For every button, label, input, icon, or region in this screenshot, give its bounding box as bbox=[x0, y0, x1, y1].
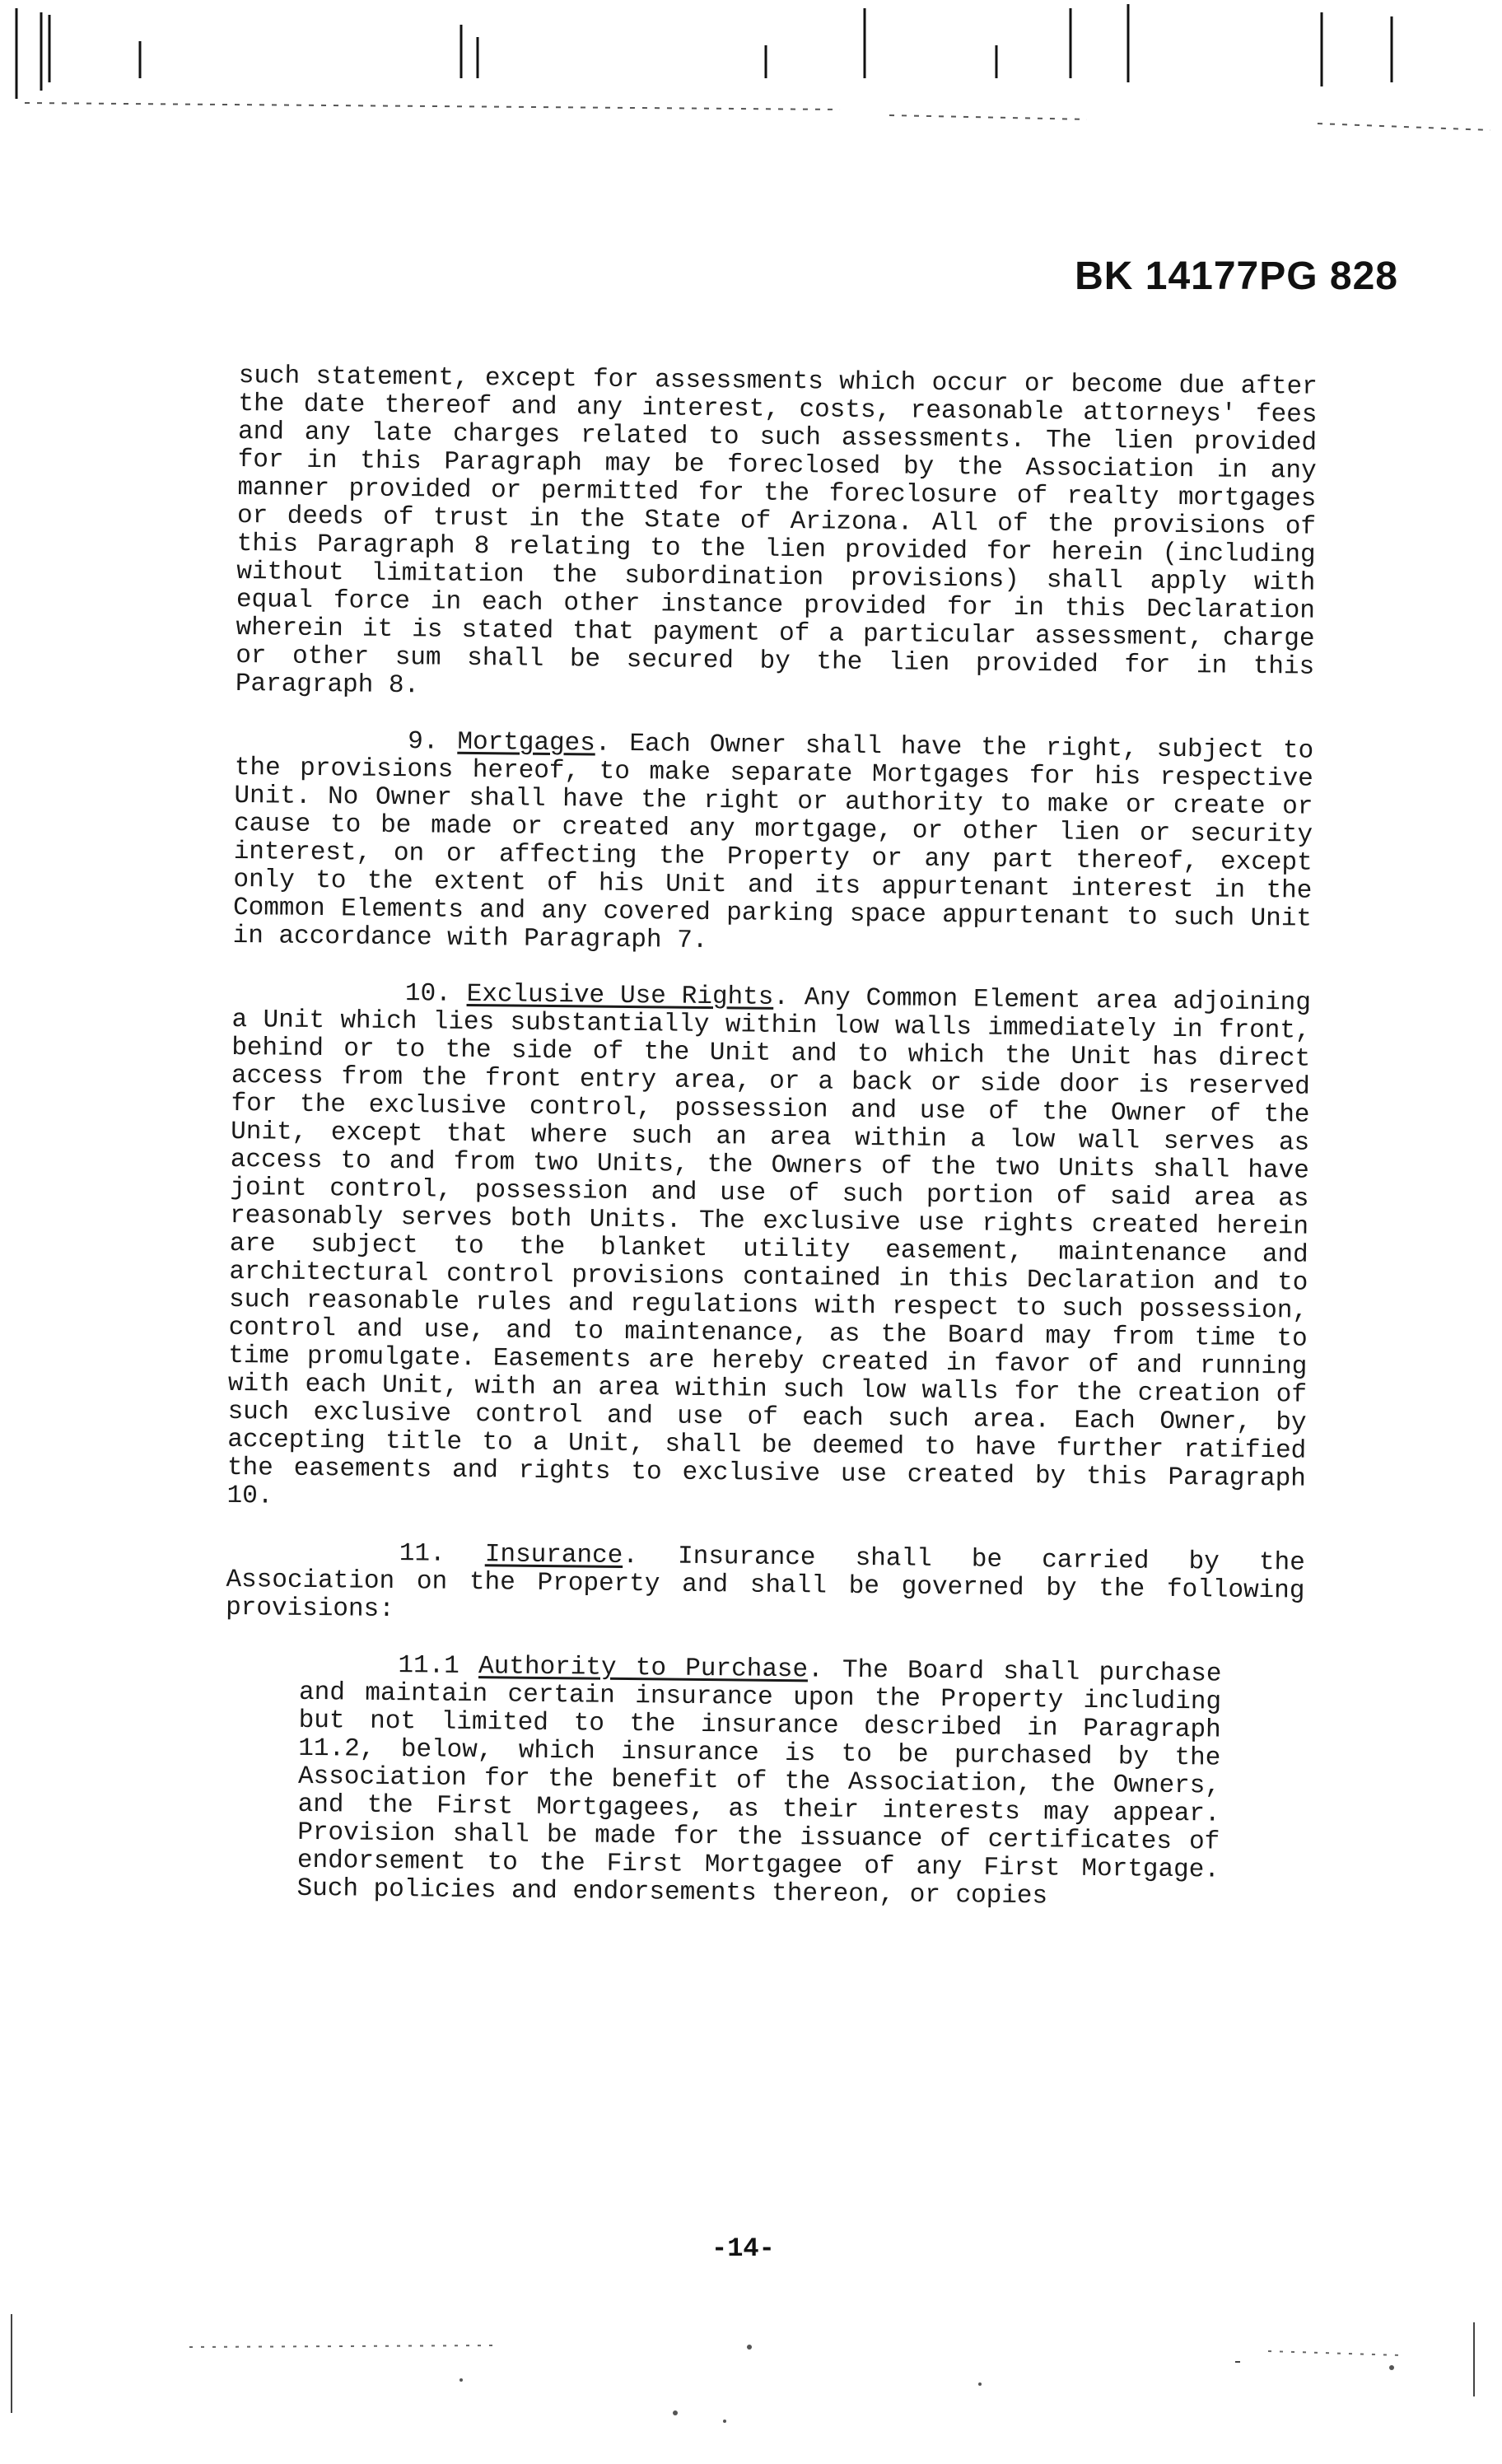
paragraph-text: such statement, except for assessments which occur or become due after the date thereof and any interest, costs, reasonable attorneys' fees and any late charges related to such assessments. The lien provided for in this Paragraph may be foreclosed by the Association in any manner provided or permitted for the foreclosure of realty mortgages or deeds of trust in the State of Arizona. All of the provisions of this Paragraph 8 relating to the lien provided for herein (including without limitation the subordination provisions) shall apply with equal force in each other instance provided for in this Declaration wherein it is stated that payment of a particular assessment, charge or other sum shall be secured by the lien provided for in this Paragraph 8. bbox=[235, 362, 1318, 701]
document-body bbox=[222, 362, 1318, 1942]
page-number: -14- bbox=[711, 2233, 775, 2264]
paragraph-number: 11.1 bbox=[398, 1651, 460, 1681]
paragraph-11-1-authority-to-purchase: 11.1 Authority to Purchase. The Board shall purchase and maintain certain insurance upon the Property including but not limited to the insurance described in Paragraph 11.2, below, which insurance is to be purchased by the Association for the benefit of the Association, the Owners, and the First Mortgagees, as their interests may appear. Provision shall be made for the issuance of certificates of endorsement to the First Mortgagee of any First Mortgage. Such policies and endorsements thereon, or copies bbox=[296, 1651, 1222, 1911]
scan-artifact-top bbox=[0, 0, 1502, 148]
paragraph-heading: Insurance bbox=[484, 1540, 623, 1570]
paragraph-number: 9. bbox=[408, 727, 439, 757]
book-page-reference: BK 14177PG 828 bbox=[1075, 254, 1398, 298]
paragraph-heading: Exclusive Use Rights bbox=[466, 979, 774, 1012]
paragraph-10-exclusive-use-rights: 10. Exclusive Use Rights. Any Common Element area adjoining a Unit which lies substantially within low walls immediately in front, behind or to the side of the Unit and to which the Unit has direct access from the front entry area, or a back or side door is reserved for the exclusive control, possession and use of the Owner of the Unit, except that where such an area within a low wall serves as access to and from two Units, the Owners of the two Units shall have joint control, possession and use of such portion of said area as reasonably serves both Units. The exclusive use rights created herein are subject to the blanket utility easement, maintenance and architectural control provisions contained in this Declaration and to such reasonable rules and regulations with respect to such possession, control and use, and to maintenance, as the Board may from time to time promulgate. Easements are hereby created in favor of and running with each Unit, with an area within such low walls for the creation of such exclusive control and use of each such area. Each Owner, by accepting title to a Unit, shall be deemed to have further ratified the easements and rights to exclusive use created by this Paragraph 10. bbox=[226, 979, 1312, 1511]
paragraph-number: 11. bbox=[399, 1539, 445, 1569]
paragraph-text: The Board shall purchase and maintain certain insurance upon the Property including but not limited to the insurance described in Paragraph 11.2, below, which insurance is to be purchased by the Association for the benefit of the Association, the Owners, and the First Mortgagees, as their interests may appear. Provision shall be made for the issuance of certificates of endorsement to the First Mortgagee of any First Mortgage. Such policies and endorsements thereon, or copies bbox=[296, 1655, 1222, 1911]
paragraph-heading: Mortgages bbox=[457, 727, 596, 758]
paragraph-9-mortgages: 9. Mortgages. Each Owner shall have the right, subject to the provisions hereof, to make separate Mortgages for his respective Unit. No Owner shall have the right or authority to make or create or cause to be made or created any mortgage, or other lien or security interest, on or affecting the Property or any part thereof, except only to the extent of his Unit and its appurtenant interest in the Common Elements and any covered parking space appurtenant to such Unit in accordance with Paragraph 7. bbox=[232, 727, 1314, 955]
paragraph-text: Insurance shall be carried by the Association on the Property and shall be governed by the following provisions: bbox=[225, 1542, 1305, 1625]
paragraph-heading: Authority to Purchase bbox=[478, 1652, 809, 1685]
paragraph-11-insurance: 11. Insurance. Insurance shall be carried by the Association on the Property and shall be governed by the following provisions: bbox=[225, 1539, 1305, 1625]
scan-artifact-bottom bbox=[0, 2289, 1502, 2464]
paragraph-8-continuation bbox=[236, 362, 1318, 710]
paragraph-text: Any Common Element area adjoining a Unit which lies substantially within low walls immediately in front, behind or to the side of the Unit and to which the Unit has direct access from the front entry area, or a back or side door is reserved for the exclusive control, possession and use of the Owner of the Unit, except that where such an area within a low wall serves as access to and from two Units, the Owners of the two Units shall have joint control, possession and use of such portion of said area as reasonably serves both Units. The exclusive use rights created herein are subject to the blanket utility easement, maintenance and architectural control provisions contained in this Declaration and to such reasonable rules and regulations with respect to such possession, control and use, and to maintenance, as the Board may from time to time promulgate. Easements are hereby created in favor of and running with each Unit, with an area within such low walls for the creation of such exclusive control and use of each such area. Each Owner, by accepting title to a Unit, shall be deemed to have further ratified the easements and rights to exclusive use created by this Paragraph 10. bbox=[226, 983, 1312, 1511]
paragraph-number: 10. bbox=[404, 979, 451, 1009]
paragraph-text: Each Owner shall have the right, subject to the provisions hereof, to make separate Mortgages for his respective Unit. No Owner shall have the right or authority to make or create or cause to be made or created any mortgage, or other lien or security interest, on or affecting the Property or any part thereof, except only to the extent of his Unit and its appurtenant interest in the Common Elements and any covered parking space appurtenant to such Unit in accordance with Paragraph 7. bbox=[232, 729, 1314, 955]
